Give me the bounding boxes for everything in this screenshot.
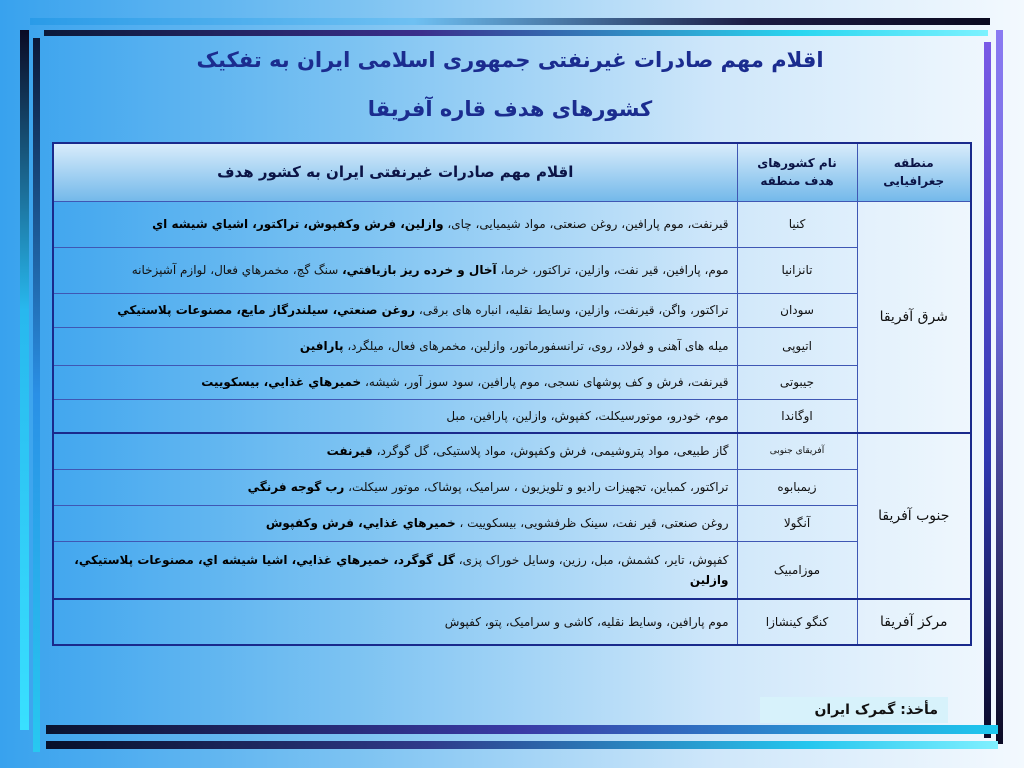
country-cell: تانزانیا bbox=[737, 247, 857, 293]
items-cell: تراکتور، کمباین، تجهیزات رادیو و تلویزیون ، سرامیک، پوشاک، موتور سیکلت، رب گوجه فرنگي bbox=[53, 469, 737, 505]
table-header-row bbox=[53, 143, 971, 201]
page-title-line2: کشورهای هدف قاره آفریقا bbox=[367, 97, 653, 121]
country-cell: زیمبابوه bbox=[737, 469, 857, 505]
table-row bbox=[53, 469, 971, 505]
country-cell: اتیوپی bbox=[737, 327, 857, 365]
items-cell: تراکتور، واگن، قیرنفت، وازلین، وسایط نقلیه، انباره های برقی، روغن صنعتي، سیلندرگاز مایع، مصنوعات پلاستیکي bbox=[53, 293, 737, 327]
page-title-line1: اقلام مهم صادرات غیرنفتی جمهوری اسلامی ایران به تفکیک bbox=[196, 48, 824, 72]
items-cell: کفپوش، تایر، کشمش، مبل، رزین، وسایل خوراک پزی، گل گوگرد، خمیرهاي غذايي، اشیا شیشه اي، مصنوعات پلاستیکي، وازلین bbox=[53, 541, 737, 599]
table-row bbox=[53, 541, 971, 599]
table-row bbox=[53, 399, 971, 433]
items-cell: قیرنفت، فرش و کف پوشهای نسجی، موم پارافین، سود سوز آور، شیشه، خمیرهاي غذايي، بیسکوییت bbox=[53, 365, 737, 399]
items-cell: موم، پارافین، قیر نفت، وازلین، تراکتور، خرما، آخال و خرده ریز بازیافتي، سنگ گچ، مخمرهاي فعال، لوازم آشپزخانه bbox=[53, 247, 737, 293]
table-row bbox=[53, 433, 971, 469]
items-cell: میله های آهنی و فولاد، روی، ترانسفورماتور، وازلین، مخمرهای فعال، میلگرد، پارافین bbox=[53, 327, 737, 365]
top-frame-bar bbox=[30, 18, 990, 25]
items-cell: موم پارافین، وسایط نقلیه، کاشی و سرامیک، پتو، کفپوش bbox=[53, 599, 737, 645]
left-frame-bar-inner bbox=[33, 38, 40, 752]
country-cell: آنگولا bbox=[737, 505, 857, 541]
header-country: نام کشورهای هدف منطقه bbox=[737, 143, 857, 201]
table-row bbox=[53, 505, 971, 541]
header-items: اقلام مهم صادرات غیرنفتی ایران به کشور هدف bbox=[53, 143, 737, 201]
table-row bbox=[53, 599, 971, 645]
country-cell: کنگو کینشازا bbox=[737, 599, 857, 645]
items-cell: گاز طبیعی، مواد پتروشیمی، فرش وکفپوش، مواد پلاستیکی، گل گوگرد، قیرنفت bbox=[53, 433, 737, 469]
left-frame-bar bbox=[20, 30, 29, 730]
country-cell: سودان bbox=[737, 293, 857, 327]
top-frame-bar-inner bbox=[44, 30, 988, 36]
country-cell: کنیا bbox=[737, 201, 857, 247]
export-items-table bbox=[52, 142, 972, 646]
table-row bbox=[53, 365, 971, 399]
table-row bbox=[53, 327, 971, 365]
table-row bbox=[53, 201, 971, 247]
country-cell: جیبوتی bbox=[737, 365, 857, 399]
table-row bbox=[53, 293, 971, 327]
bottom-frame-bar bbox=[46, 741, 998, 749]
right-frame-bar-inner bbox=[984, 42, 991, 738]
header-region: منطقه جغرافیایی bbox=[857, 143, 971, 201]
region-south-africa: جنوب آفریقا bbox=[857, 433, 971, 599]
region-east-africa: شرق آفریقا bbox=[857, 201, 971, 433]
items-cell: موم، خودرو، موتورسیکلت، کفپوش، وازلین، پارافین، مبل bbox=[53, 399, 737, 433]
country-cell: موزامبیک bbox=[737, 541, 857, 599]
country-cell: اوگاندا bbox=[737, 399, 857, 433]
items-cell: روغن صنعتی، قیر نفت، سینک ظرفشویی، بیسکوییت ، خمیرهاي غذايي، فرش وكفپوش bbox=[53, 505, 737, 541]
bottom-frame-bar-inner bbox=[46, 725, 998, 734]
right-frame-bar bbox=[996, 30, 1003, 744]
source-note: مأخذ: گمرک ایران bbox=[760, 697, 948, 723]
region-central-africa: مرکز آفریقا bbox=[857, 599, 971, 645]
country-cell: آفریقای جنوبی bbox=[737, 433, 857, 469]
table-row bbox=[53, 247, 971, 293]
items-cell: قیرنفت، موم پارافین، روغن صنعتی، مواد شیمیایی، چای، وازلین، فرش وکفپوش، تراکتور، اشیاي شیشه اي bbox=[53, 201, 737, 247]
